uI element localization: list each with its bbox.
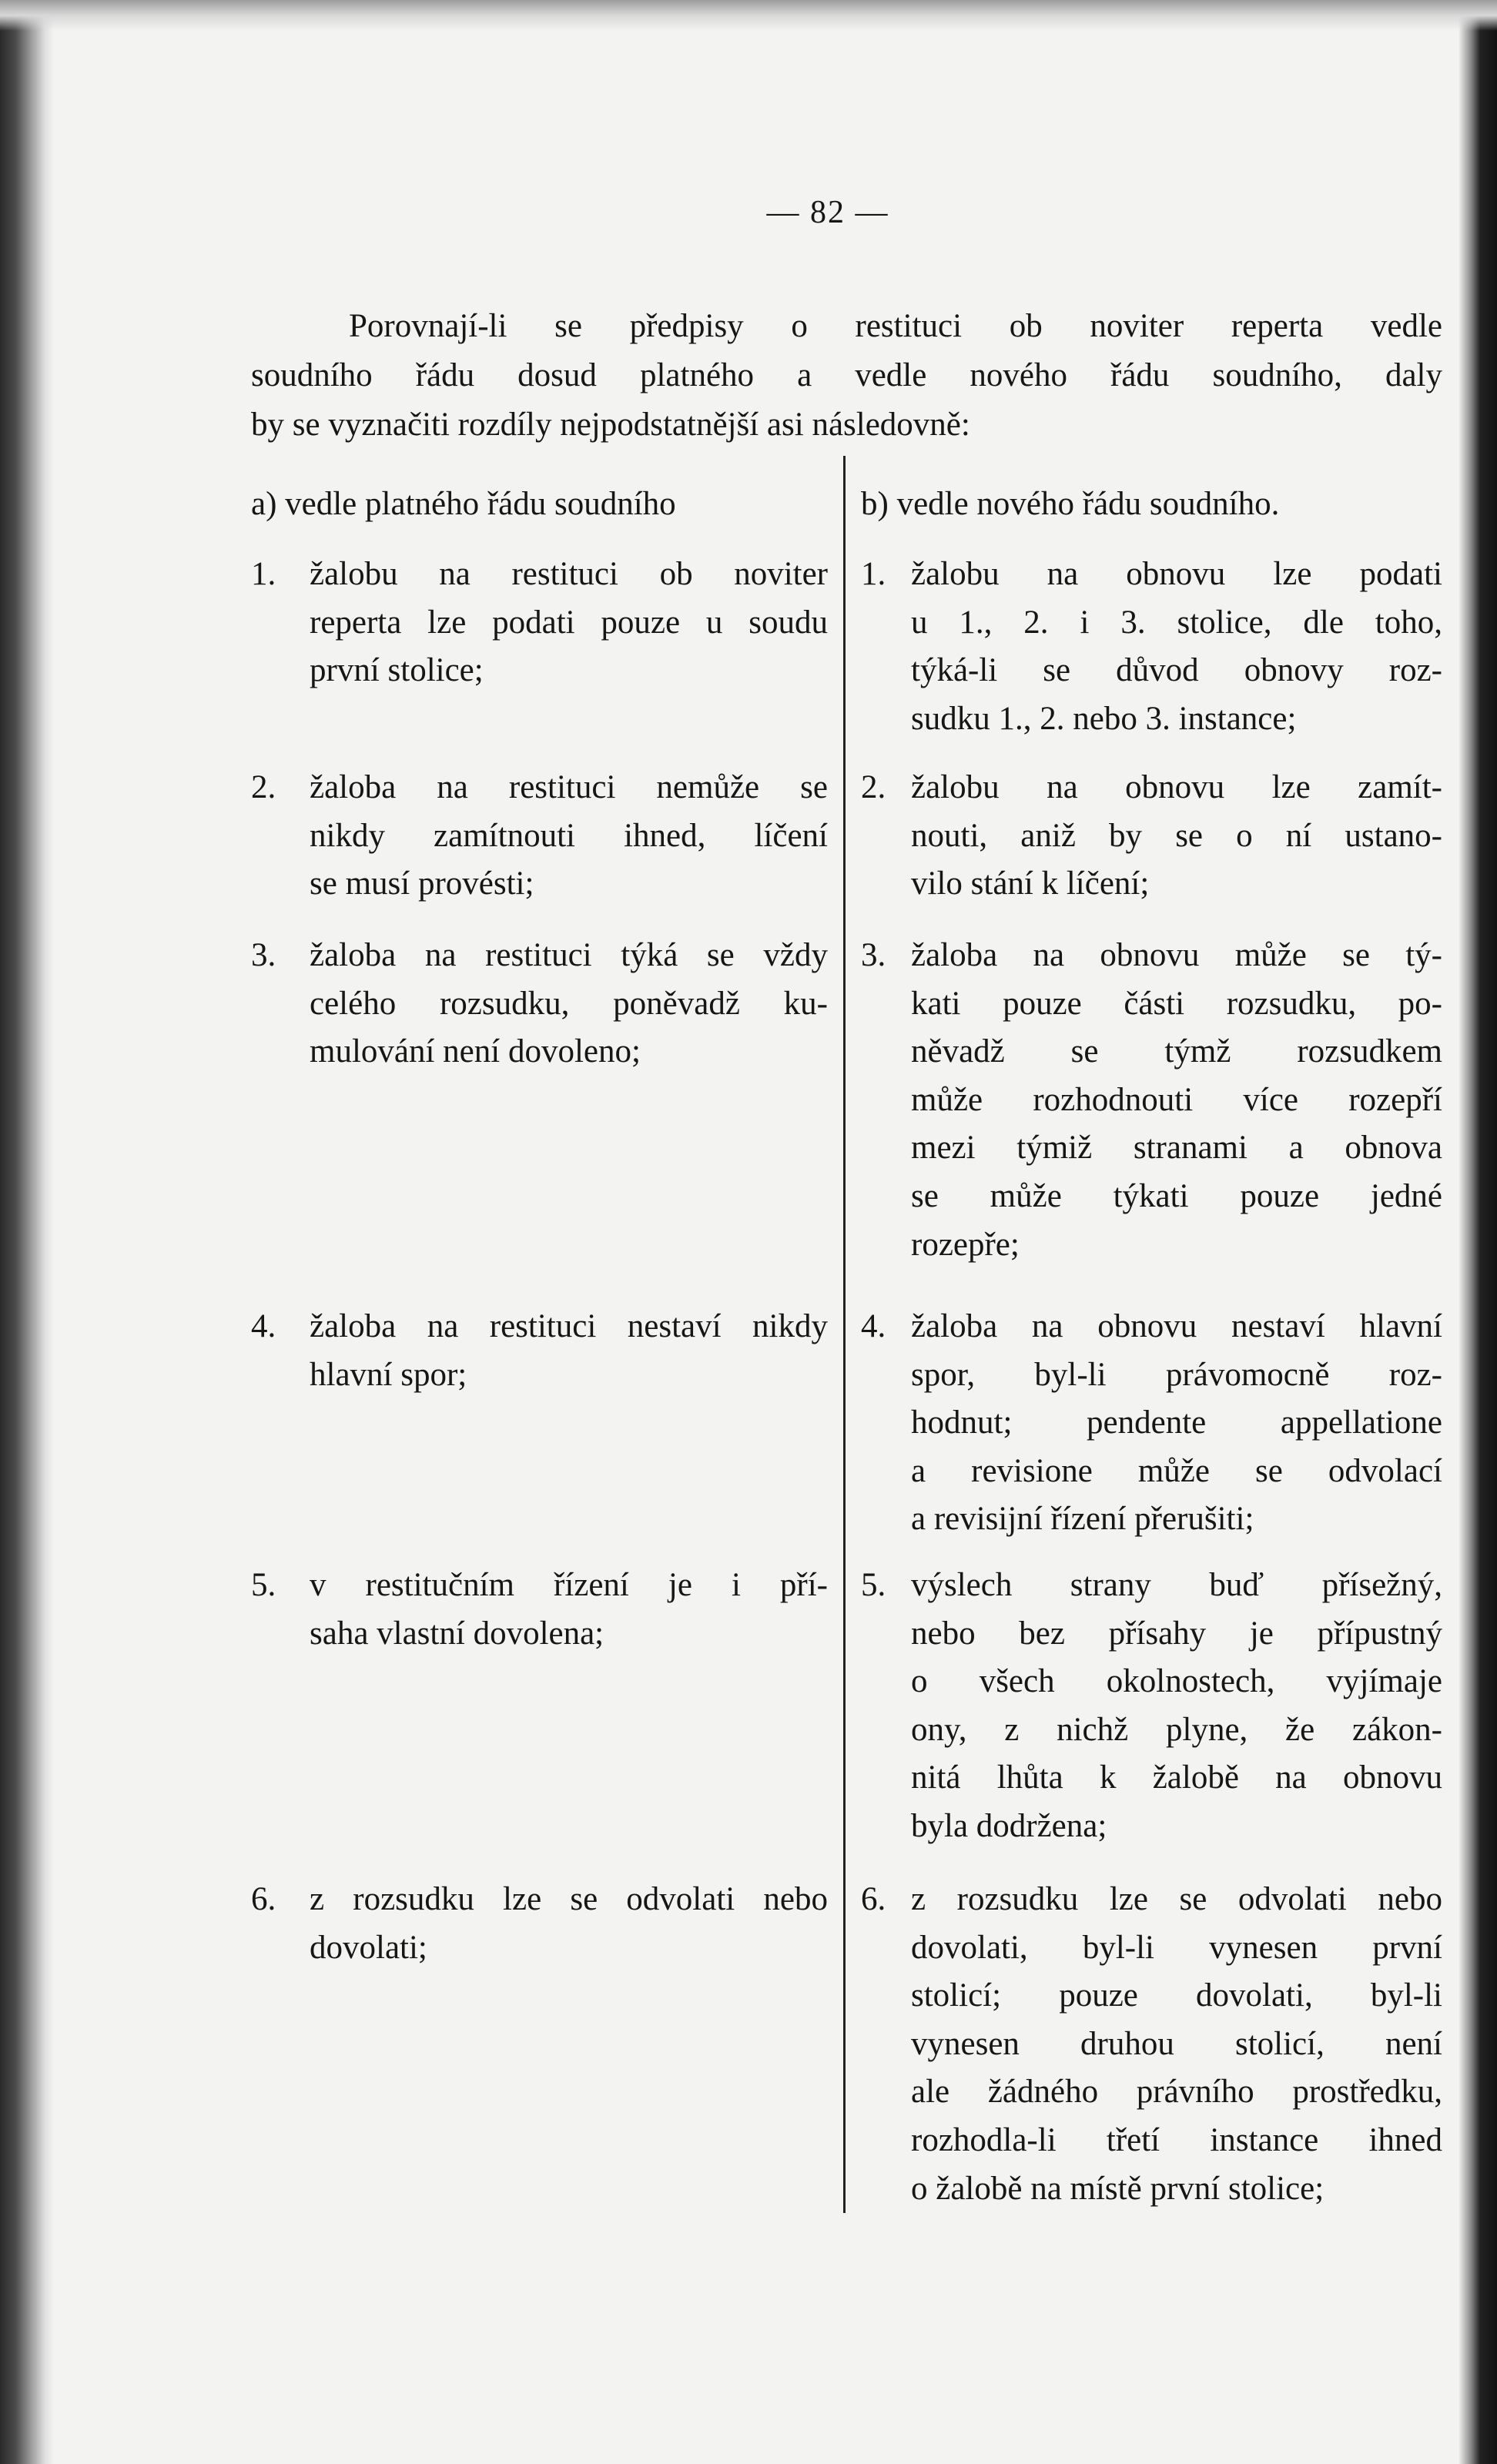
intro-line: Porovnají-li se předpisy o restituci ob noviter reperta vedle (349, 308, 1442, 344)
item-line: sudku 1., 2. nebo 3. instance; (911, 700, 1297, 737)
item-number: 5. (861, 1567, 886, 1603)
item-text (911, 764, 1442, 909)
item-line: vynesen druhou stolicí, není (911, 2025, 1442, 2062)
scan-edge-top (0, 0, 1497, 31)
item-line: saha vlastní dovolena; (310, 1615, 604, 1652)
item-line: může rozhodnouti více rozepří (911, 1081, 1442, 1118)
column-divider (843, 456, 846, 2213)
intro-paragraph (251, 302, 1442, 450)
item-line: o žalobě na místě první stolice; (911, 2170, 1325, 2207)
item-line: žaloba na restituci nestaví nikdy (310, 1308, 828, 1344)
item-line: žaloba na restituci týká se vždy (310, 937, 828, 973)
intro-line: soudního řádu dosud platného a vedle nového řádu soudního, daly (251, 357, 1442, 393)
item-text (310, 551, 828, 695)
item-number: 5. (251, 1567, 276, 1603)
item-line: dovolati, byl-li vynesen první (911, 1929, 1442, 1966)
item-number: 3. (251, 937, 276, 973)
item-text (911, 932, 1442, 1269)
item-text (310, 1303, 828, 1399)
item-line: ale žádného právního prostředku, (911, 2074, 1442, 2111)
item-text (310, 764, 828, 909)
item-text (310, 1876, 828, 1972)
item-line: vilo stání k líčení; (911, 865, 1150, 902)
item-line: nitá lhůta k žalobě na obnovu (911, 1759, 1442, 1796)
intro-line: by se vyznačiti rozdíly nejpodstatnější asi následovně: (251, 407, 970, 443)
left-column-heading: a) vedle platného řádu soudního (251, 486, 676, 522)
item-line: se může týkati pouze jedné (911, 1177, 1442, 1214)
item-number: 2. (251, 769, 276, 805)
item-text (911, 551, 1442, 743)
item-line: celého rozsudku, poněvadž ku- (310, 985, 828, 1022)
item-line: výslech strany buď přísežný, (911, 1567, 1442, 1603)
item-number: 4. (861, 1308, 886, 1344)
item-line: kati pouze části rozsudku, po- (911, 985, 1442, 1022)
item-line: něvadž se týmž rozsudkem (911, 1033, 1442, 1070)
item-line: mulování není dovoleno; (310, 1033, 641, 1070)
item-line: žalobu na restituci ob noviter (310, 556, 828, 592)
scan-edge-right (1458, 0, 1497, 2464)
item-line: týká-li se důvod obnovy roz- (911, 652, 1442, 689)
item-line: rozepře; (911, 1226, 1020, 1263)
item-text (911, 1876, 1442, 2213)
item-line: ony, z nichž plyne, že zákon- (911, 1711, 1442, 1748)
item-number: 1. (251, 556, 276, 592)
item-number: 1. (861, 556, 886, 592)
item-text (310, 1562, 828, 1658)
item-line: hlavní spor; (310, 1356, 467, 1393)
item-line: stolicí; pouze dovolati, byl-li (911, 1977, 1442, 2014)
item-line: byla dodržena; (911, 1807, 1107, 1844)
item-line: nebo bez přísahy je přípustný (911, 1615, 1442, 1652)
item-line: žaloba na restituci nemůže se (310, 769, 828, 805)
item-text (310, 932, 828, 1076)
item-line: nouti, aniž by se o ní ustano- (911, 817, 1442, 854)
item-line: u 1., 2. i 3. stolice, dle toho, (911, 604, 1442, 641)
item-line: spor, byl-li právomocně roz- (911, 1356, 1442, 1393)
item-line: nikdy zamítnouti ihned, líčení (310, 817, 828, 854)
item-line: žaloba na obnovu může se tý- (911, 937, 1442, 973)
item-line: hodnut; pendente appellatione (911, 1404, 1442, 1441)
item-number: 6. (861, 1881, 886, 1917)
item-text (911, 1562, 1442, 1851)
item-text (911, 1303, 1442, 1544)
right-column-heading: b) vedle nového řádu soudního. (861, 486, 1280, 522)
item-line: dovolati; (310, 1929, 427, 1966)
item-number: 6. (251, 1881, 276, 1917)
item-line: reperta lze podati pouze u soudu (310, 604, 828, 641)
item-number: 2. (861, 769, 886, 805)
item-line: první stolice; (310, 652, 484, 689)
item-line: z rozsudku lze se odvolati nebo (911, 1881, 1442, 1917)
item-line: žalobu na obnovu lze zamít- (911, 769, 1442, 805)
item-line: žalobu na obnovu lze podati (911, 556, 1442, 592)
item-line: a revisijní řízení přerušiti; (911, 1501, 1254, 1538)
item-line: a revisione může se odvolací (911, 1452, 1442, 1489)
item-line: rozhodla-li třetí instance ihned (911, 2121, 1442, 2158)
item-line: o všech okolnostech, vyjímaje (911, 1663, 1442, 1700)
scan-edge-left (0, 0, 54, 2464)
item-line: z rozsudku lze se odvolati nebo (310, 1881, 828, 1917)
item-number: 4. (251, 1308, 276, 1344)
item-line: v restitučním řízení je i pří- (310, 1567, 828, 1603)
page-number: — 82 — (766, 195, 889, 230)
item-number: 3. (861, 937, 886, 973)
item-line: se musí provésti; (310, 865, 534, 902)
item-line: mezi týmiž stranami a obnova (911, 1130, 1442, 1167)
item-line: žaloba na obnovu nestaví hlavní (911, 1308, 1442, 1344)
